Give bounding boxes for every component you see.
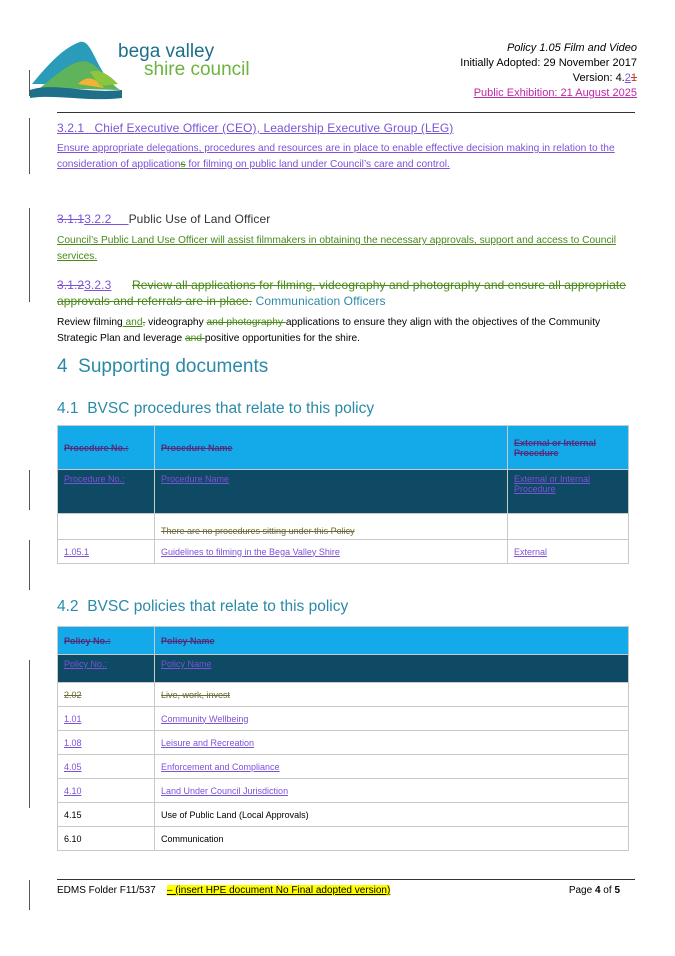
table-row: 1.05.1 Guidelines to filming in the Bega Valley Shire External	[58, 540, 629, 564]
table-header-row: Procedure No.: Procedure Name External or Internal Procedure	[58, 426, 629, 470]
heading-4: 4 Supporting documents	[57, 356, 269, 377]
change-bar	[29, 880, 30, 910]
page-number: Page 4 of 5	[568, 885, 620, 896]
change-bar	[29, 208, 30, 302]
footer-rule	[57, 879, 635, 880]
change-bar	[29, 470, 30, 510]
heading-3-2-2: 3.1.13.2.2 Public Use of Land Officer	[57, 212, 271, 226]
version-inserted: 2	[624, 72, 631, 84]
adopted-date: Initially Adopted: 29 November 2017	[460, 57, 637, 69]
heading-3-2-1: 3.2.1 Chief Executive Officer (CEO), Leadership Executive Group (LEG)	[57, 121, 454, 135]
table-dup-header-row: Procedure No.: Procedure Name External or Internal Procedure	[58, 470, 629, 514]
header-info	[460, 41, 637, 101]
table-row: 1.01 Community Wellbeing	[58, 707, 629, 731]
change-bar	[29, 118, 30, 174]
new-number: 3.2.2	[84, 212, 112, 226]
edms-folder: EDMS Folder F11/537	[57, 885, 156, 896]
public-exhibition: Public Exhibition: 21 August 2025	[473, 87, 637, 99]
change-bar	[29, 540, 30, 590]
policy-title: Policy 1.05 Film and Video	[506, 42, 637, 54]
hpe-placeholder: – (insert HPE document No Final adopted version)	[166, 885, 391, 896]
procedures-table	[57, 425, 629, 564]
old-number: 3.1.1	[57, 212, 85, 226]
table-row: 6.10 Communication	[58, 827, 629, 851]
table-dup-header-row: Policy No.: Policy Name	[58, 655, 629, 683]
policies-table	[57, 626, 629, 851]
heading-4-2: 4.2 BVSC policies that relate to this policy	[57, 598, 349, 615]
header-rule	[57, 112, 635, 113]
footer-left	[57, 885, 390, 896]
heading-3-2-3: 3.1.23.2.3 Review all applications for filming, videography and photography and ensure all appropriate approvals and referrals are in place. Communication Officers	[57, 278, 627, 308]
heading-4-1: 4.1 BVSC procedures that relate to this policy	[57, 400, 375, 417]
paragraph-3-2-3: Review filming and, videography and photography applications to ensure they align with the objectives of the Community Strategic Plan and leverage and positive opportunities for the shire.	[57, 317, 601, 344]
table-row: 4.05 Enforcement and Compliance	[58, 755, 629, 779]
table-row: There are no procedures sitting under this Policy	[58, 514, 629, 540]
table-row: 4.10 Land Under Council Jurisdiction	[58, 779, 629, 803]
version-line: Version: 4.21	[572, 72, 637, 84]
old-number: 3.1.2	[57, 278, 85, 292]
table-row: 4.15 Use of Public Land (Local Approvals)	[58, 803, 629, 827]
change-bar	[29, 660, 30, 808]
logo-text-line2: shire council	[144, 59, 250, 80]
deleted-heading: Review all applications for filming, videography and photography and ensure all appropriate approvals and referrals are in place.	[57, 278, 627, 308]
table-row: 2.02 Live, work, invest	[58, 683, 629, 707]
paragraph-3-2-2: Council’s Public Land Use Officer will assist filmmakers in obtaining the necessary approvals, support and access to Council services.	[57, 235, 617, 262]
council-logo	[30, 32, 260, 102]
version-deleted: 1	[630, 72, 637, 84]
paragraph-3-2-1: Ensure appropriate delegations, procedures and resources are in place to enable effective decision making in relation to the consideration of applications for filming on public land under Council’s care and control.	[57, 143, 615, 170]
logo-text-line1: bega valley	[118, 41, 215, 62]
table-row: 1.08 Leisure and Recreation	[58, 731, 629, 755]
new-number: 3.2.3	[84, 278, 112, 292]
table-header-row: Policy No.: Policy Name	[58, 627, 629, 655]
